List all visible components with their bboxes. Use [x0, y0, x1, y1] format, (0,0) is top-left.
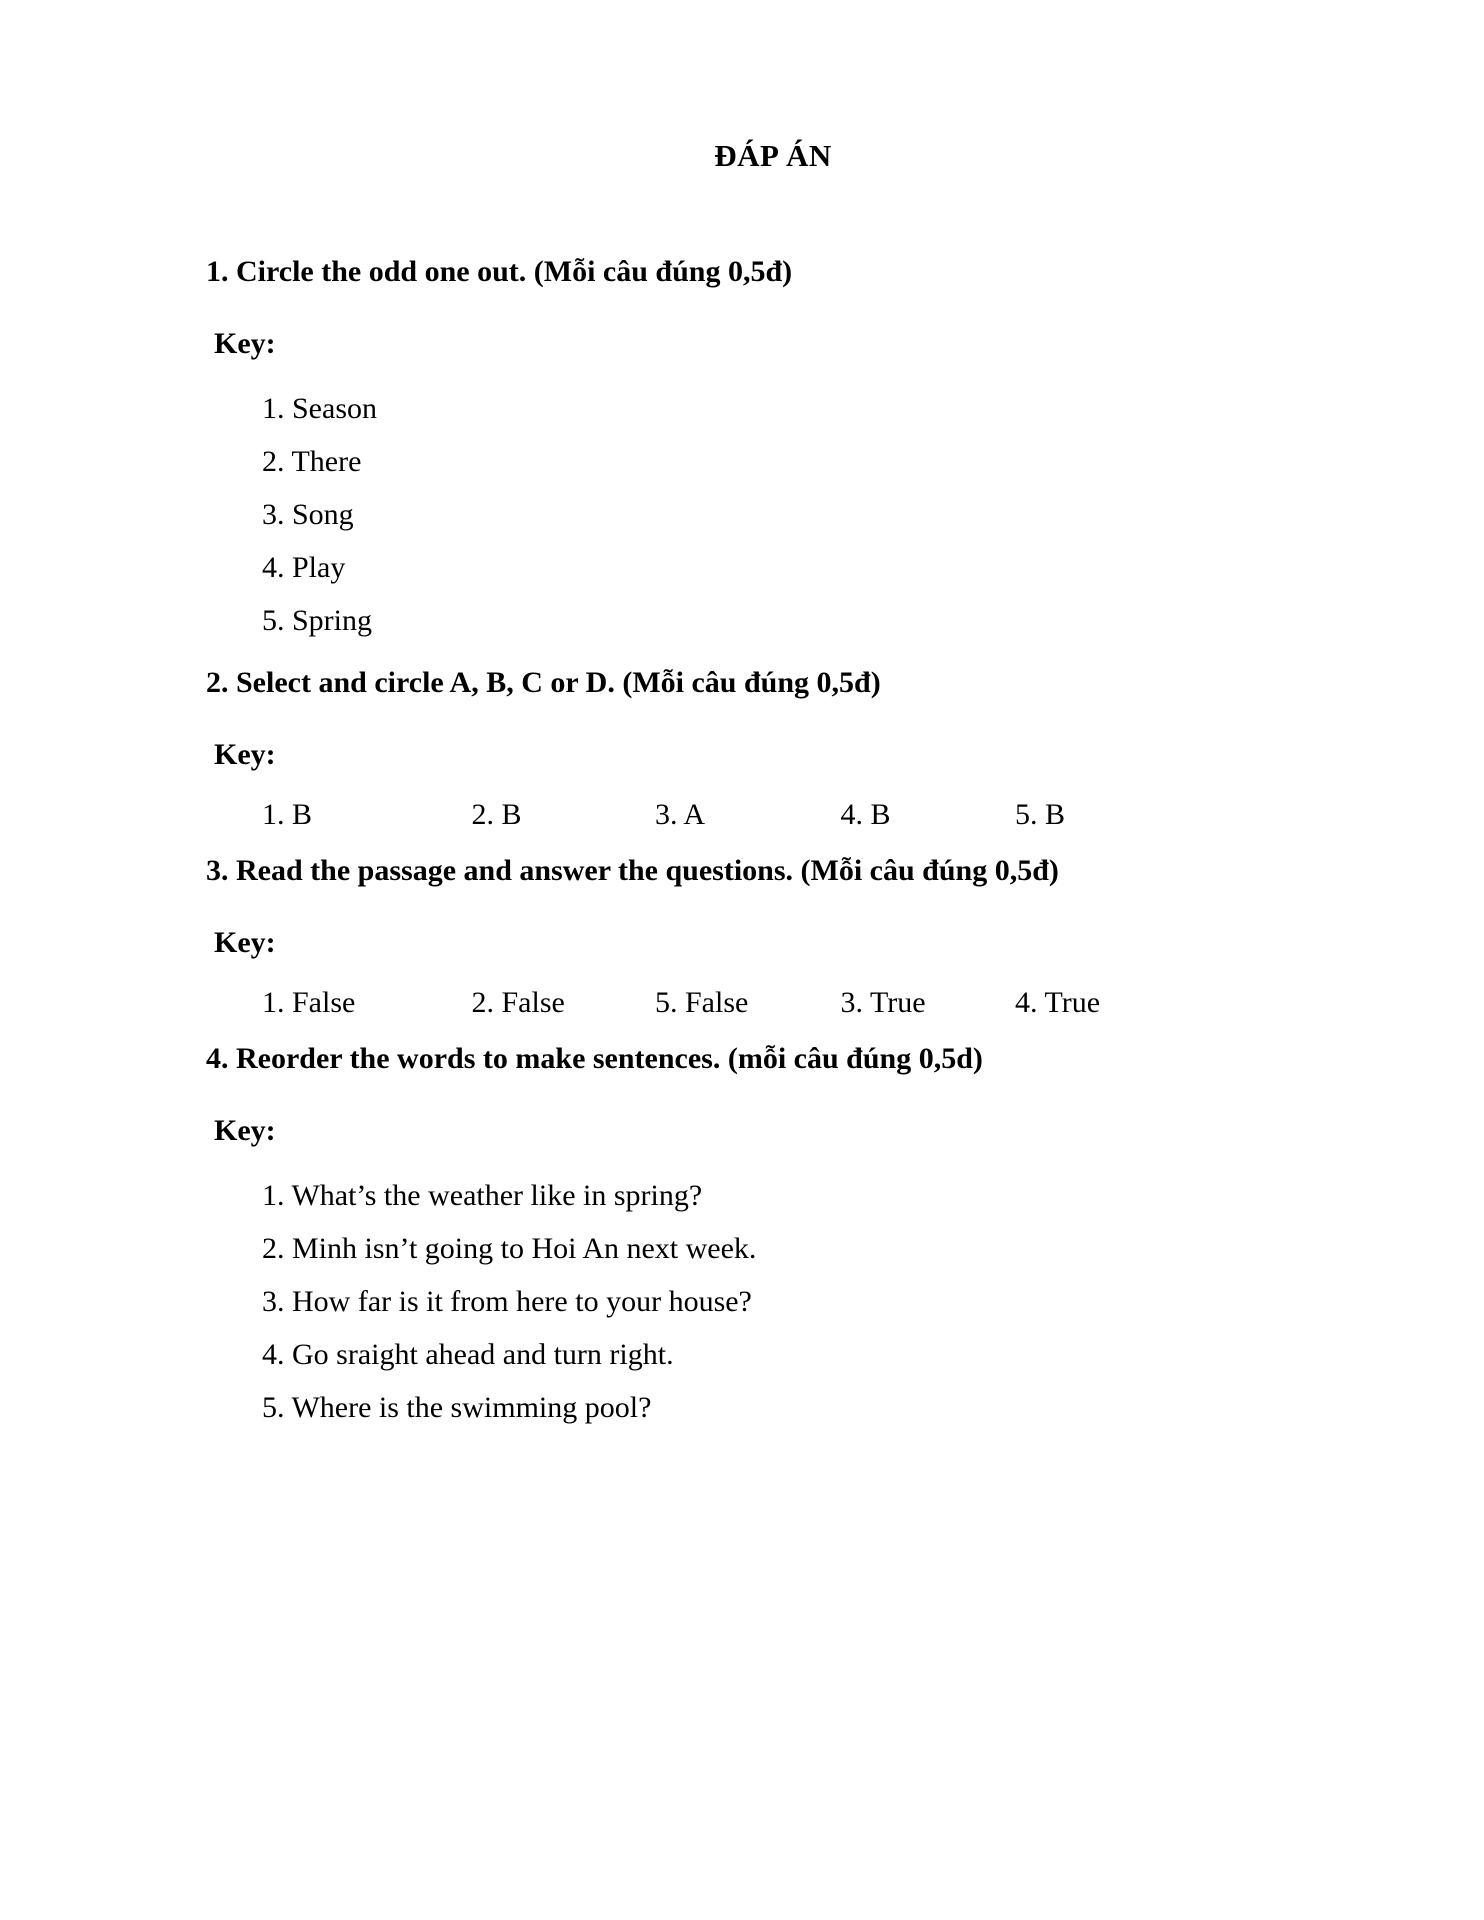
list-item: 3. Song [262, 498, 354, 531]
list-item: 1. Season [262, 392, 377, 425]
answer-item: 4. B [840, 798, 891, 831]
document-content [0, 134, 1484, 1434]
section-4-answer-list [262, 1169, 1340, 1434]
section-3-answer-row [262, 981, 1340, 1025]
section-4-heading: 4. Reorder the words to make sentences. (mỗi câu đúng 0,5d) [206, 1042, 983, 1075]
list-item: 4. Go sraight ahead and turn right. [262, 1338, 674, 1371]
answer-item: 3. True [840, 986, 926, 1019]
answer-item: 5. False [655, 986, 749, 1019]
list-item: 1. What’s the weather like in spring? [262, 1179, 703, 1212]
answer-item: 3. A [655, 798, 706, 831]
list-item: 4. Play [262, 551, 346, 584]
answer-item: 4. True [1015, 986, 1101, 1019]
list-item: 2. There [262, 445, 362, 478]
section-1-key-label: Key: [214, 327, 276, 360]
section-3-heading: 3. Read the passage and answer the questions. (Mỗi câu đúng 0,5đ) [206, 854, 1059, 887]
section-1-answer-list [262, 382, 1340, 647]
answer-item: 5. B [1015, 798, 1066, 831]
answer-item: 1. B [262, 798, 313, 831]
section-2-heading: 2. Select and circle A, B, C or D. (Mỗi câu đúng 0,5đ) [206, 666, 881, 699]
list-item: 5. Spring [262, 604, 373, 637]
answer-item: 2. False [471, 986, 565, 1019]
answer-item: 1. False [262, 986, 356, 1019]
answer-item: 2. B [471, 798, 522, 831]
list-item: 3. How far is it from here to your house? [262, 1285, 752, 1318]
list-item: 2. Minh isn’t going to Hoi An next week. [262, 1232, 757, 1265]
section-4-key-label: Key: [214, 1114, 276, 1147]
section-2-key-label: Key: [214, 738, 276, 771]
answer-key-title: ĐÁP ÁN [714, 138, 832, 173]
section-3-key-label: Key: [214, 926, 276, 959]
section-1-heading: 1. Circle the odd one out. (Mỗi câu đúng 0,5đ) [206, 255, 793, 288]
list-item: 5. Where is the swimming pool? [262, 1391, 652, 1424]
section-2-answer-row [262, 793, 1340, 837]
